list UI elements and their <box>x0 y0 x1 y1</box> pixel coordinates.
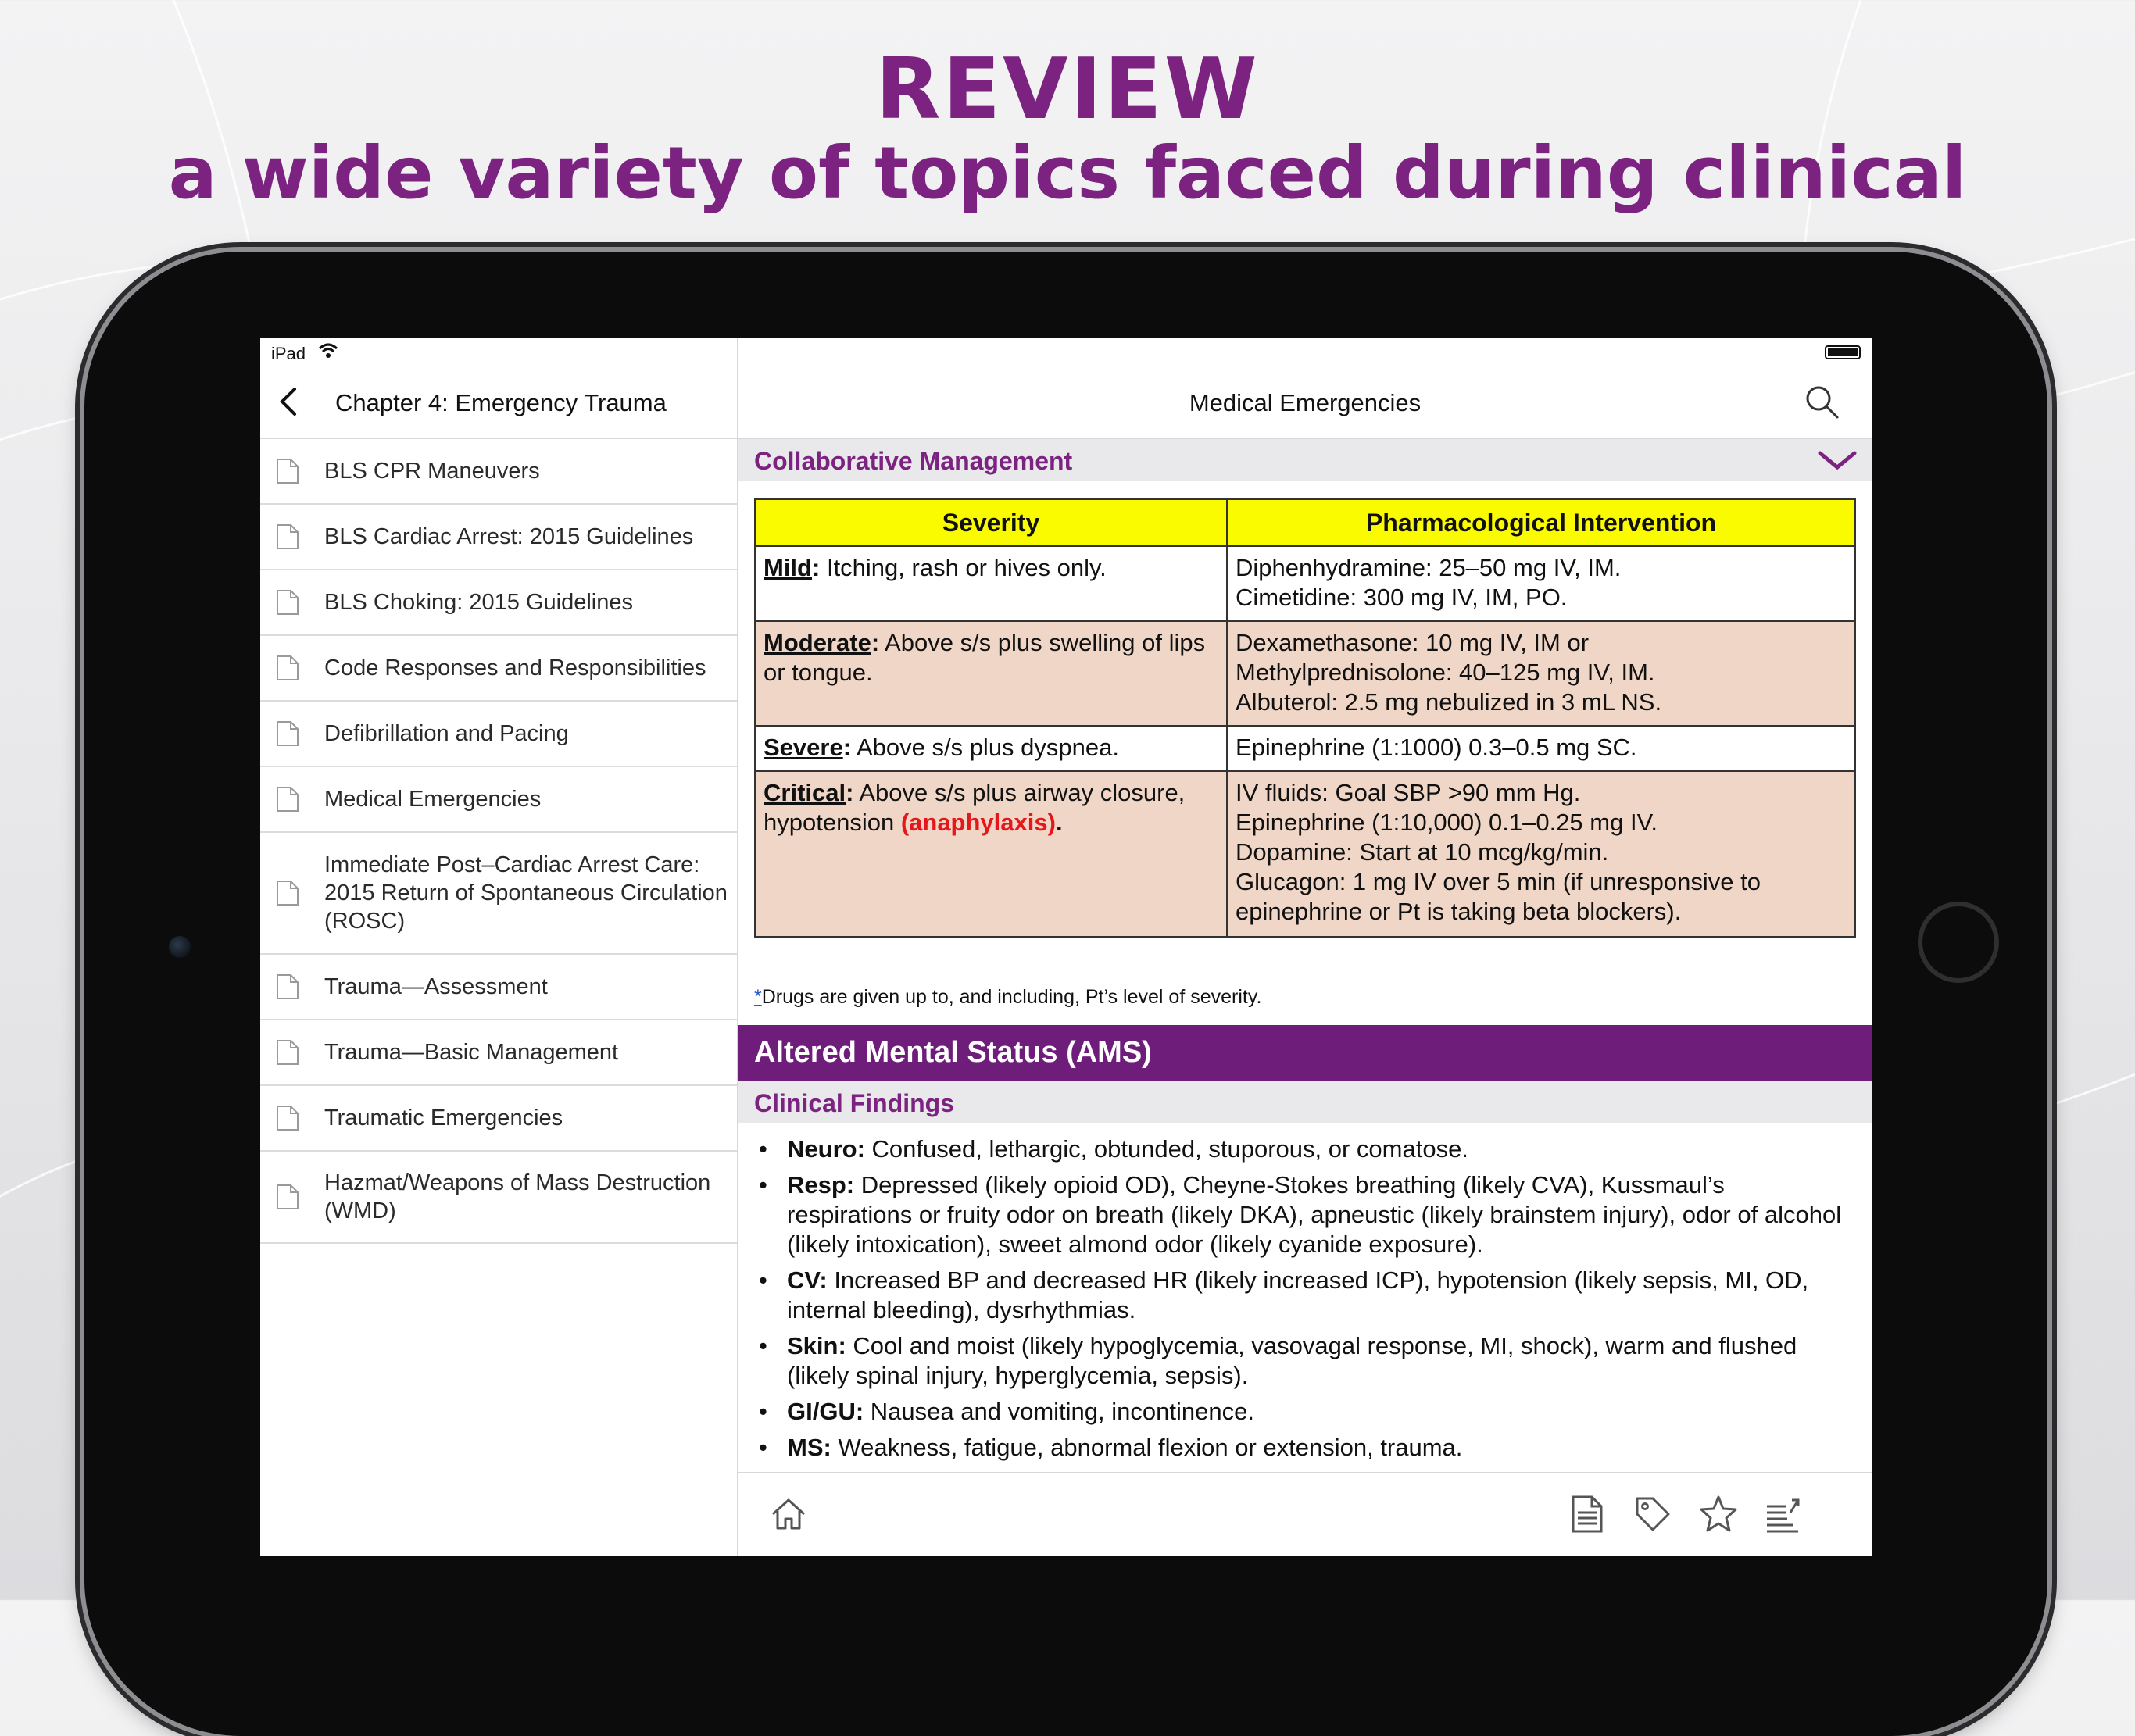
sidebar-item-label: Code Responses and Responsibilities <box>324 655 706 680</box>
severity-text: Above s/s plus swelling of lips or tongue. <box>764 629 1206 686</box>
severity-table <box>754 498 1856 938</box>
promo-headline: REVIEW <box>875 41 1260 138</box>
list-item <box>754 1397 1848 1427</box>
sidebar-item-label: BLS Choking: 2015 Guidelines <box>324 590 633 615</box>
severity-label: Critical <box>764 779 846 806</box>
severity-label: Severe <box>764 734 843 761</box>
document-icon <box>276 720 299 747</box>
column-header: Severity <box>755 499 1227 546</box>
footnote-text: Drugs are given up to, and including, Pt’s level of severity. <box>761 986 1262 1008</box>
finding-text: Depressed (likely opioid OD), Cheyne-Stokes breathing (likely CVA), Kussmaul’s respirations or fruity odor on breath (likely DKA), apneustic (likely brainstem injury), odor of alcohol (likely intoxication), sweet almond odor (likely cyanide exposure). <box>787 1171 1842 1258</box>
section-title: Clinical Findings <box>754 1089 955 1117</box>
home-button[interactable] <box>1918 902 1999 983</box>
clinical-findings-list <box>754 1134 1848 1469</box>
app-screen <box>260 338 1872 1556</box>
battery-icon <box>1825 345 1861 359</box>
intervention-line: IV fluids: Goal SBP >90 mm Hg. <box>1236 779 1581 806</box>
back-chevron-icon[interactable] <box>273 384 304 419</box>
chapter-title: Chapter 4: Emergency Trauma <box>335 389 667 416</box>
sidebar-item-label: Traumatic Emergencies <box>324 1106 563 1131</box>
sidebar-item-label: Immediate Post–Cardiac Arrest Care: 2015 Return of Spontaneous Circulation (ROSC) <box>324 852 728 934</box>
notes-icon[interactable] <box>1567 1494 1608 1534</box>
camera-icon <box>169 936 191 958</box>
sidebar-item-label: BLS Cardiac Arrest: 2015 Guidelines <box>324 524 694 549</box>
intervention-line: Diphenhydramine: 25–50 mg IV, IM. <box>1236 554 1622 581</box>
finding-label: Skin: <box>787 1332 846 1359</box>
sidebar-item-label: Trauma—Assessment <box>324 974 548 999</box>
intervention-cell <box>1227 621 1855 726</box>
table-footnote <box>754 986 1261 1009</box>
intervention-line: Albuterol: 2.5 mg nebulized in 3 mL NS. <box>1236 688 1662 716</box>
table-header-row <box>755 499 1855 546</box>
intervention-cell <box>1227 546 1855 621</box>
tag-icon[interactable] <box>1633 1494 1673 1534</box>
intervention-line: Glucagon: 1 mg IV over 5 min (if unresponsive to epinephrine or Pt is taking beta blockers). <box>1236 868 1761 925</box>
sidebar-item-bls-cardiac-arrest[interactable] <box>260 505 737 570</box>
share-list-icon[interactable] <box>1764 1494 1804 1534</box>
document-icon <box>276 523 299 550</box>
table-row <box>755 726 1855 771</box>
section-header-collaborative-management[interactable] <box>738 439 1872 481</box>
sidebar-item-bls-cpr[interactable] <box>260 439 737 505</box>
section-title: Collaborative Management <box>754 447 1073 475</box>
document-icon <box>276 655 299 681</box>
sidebar <box>260 338 738 1556</box>
sidebar-item-trauma-basic-management[interactable] <box>260 1020 737 1086</box>
intervention-cell <box>1227 771 1855 937</box>
intervention-line: Epinephrine (1:10,000) 0.1–0.25 mg IV. <box>1236 809 1658 836</box>
list-item <box>754 1433 1848 1463</box>
finding-label: Neuro: <box>787 1135 865 1163</box>
severity-label: Moderate <box>764 629 871 656</box>
severity-text: Itching, rash or hives only. <box>826 554 1107 581</box>
severity-alert: (anaphylaxis) <box>900 809 1056 836</box>
chevron-down-icon[interactable] <box>1817 448 1858 472</box>
sidebar-item-trauma-assessment[interactable] <box>260 955 737 1020</box>
bottom-toolbar <box>738 1472 1872 1556</box>
document-icon <box>276 589 299 616</box>
table-row <box>755 771 1855 937</box>
severity-cell: Mild: Itching, rash or hives only. <box>755 546 1227 621</box>
article-content[interactable] <box>738 439 1872 1470</box>
finding-label: GI/GU: <box>787 1398 864 1425</box>
sidebar-item-medical-emergencies[interactable] <box>260 767 737 833</box>
finding-text: Cool and moist (likely hypoglycemia, vasovagal response, MI, shock), warm and flushed (likely spinal injury, hyperglycemia, sepsis). <box>787 1332 1797 1389</box>
list-item <box>754 1331 1848 1391</box>
sidebar-item-hazmat-wmd[interactable] <box>260 1152 737 1244</box>
sidebar-item-label: Hazmat/Weapons of Mass Destruction (WMD) <box>324 1170 711 1223</box>
list-item <box>754 1266 1848 1325</box>
document-icon <box>276 786 299 813</box>
topic-list <box>260 439 737 1244</box>
section-header-altered-mental-status[interactable] <box>738 1025 1872 1081</box>
document-icon <box>276 1184 299 1210</box>
document-icon <box>276 1039 299 1066</box>
section-header-clinical-findings[interactable] <box>738 1081 1872 1123</box>
intervention-line: Methylprednisolone: 40–125 mg IV, IM. <box>1236 659 1655 686</box>
sidebar-item-defibrillation[interactable] <box>260 702 737 767</box>
sidebar-item-post-cardiac-arrest[interactable] <box>260 833 737 955</box>
finding-label: MS: <box>787 1434 831 1461</box>
intervention-line: Dexamethasone: 10 mg IV, IM or <box>1236 629 1590 656</box>
page-title: Medical Emergencies <box>1189 389 1422 416</box>
footnote-mark[interactable]: * <box>754 986 762 1008</box>
star-icon[interactable] <box>1698 1494 1739 1534</box>
severity-text: Above s/s plus dyspnea. <box>856 734 1119 761</box>
sidebar-item-label: Defibrillation and Pacing <box>324 721 569 746</box>
search-icon[interactable] <box>1803 383 1840 420</box>
sidebar-item-traumatic-emergencies[interactable] <box>260 1086 737 1152</box>
severity-text: Above s/s plus airway closure, hypotension <box>764 779 1186 836</box>
severity-cell: Critical: Above s/s plus airway closure, hypotension (anaphylaxis). <box>755 771 1227 937</box>
list-item <box>754 1170 1848 1259</box>
intervention-line: Cimetidine: 300 mg IV, IM, PO. <box>1236 584 1568 611</box>
document-icon <box>276 1105 299 1131</box>
severity-cell: Severe: Above s/s plus dyspnea. <box>755 726 1227 771</box>
table-row <box>755 546 1855 621</box>
finding-text: Nausea and vomiting, incontinence. <box>870 1398 1254 1425</box>
list-item <box>754 1134 1848 1164</box>
document-icon <box>276 458 299 484</box>
sidebar-header <box>260 366 737 439</box>
ipad-frame <box>84 252 2047 1736</box>
finding-text: Weakness, fatigue, abnormal flexion or extension, trauma. <box>838 1434 1463 1461</box>
document-icon <box>276 973 299 1000</box>
sidebar-item-label: BLS CPR Maneuvers <box>324 459 540 484</box>
finding-label: CV: <box>787 1266 828 1294</box>
home-icon[interactable] <box>768 1494 809 1534</box>
section-title: Altered Mental Status (AMS) <box>754 1036 1152 1069</box>
finding-label: Resp: <box>787 1171 855 1198</box>
main-header <box>738 366 1872 439</box>
finding-text: Confused, lethargic, obtunded, stuporous, or comatose. <box>871 1135 1468 1163</box>
carrier-label: iPad <box>271 344 306 363</box>
severity-cell: Moderate: Above s/s plus swelling of lips or tongue. <box>755 621 1227 726</box>
intervention-line: Dopamine: Start at 10 mcg/kg/min. <box>1236 838 1609 866</box>
intervention-line: Epinephrine (1:1000) 0.3–0.5 mg SC. <box>1236 734 1637 761</box>
sidebar-item-label: Medical Emergencies <box>324 787 542 812</box>
sidebar-item-label: Trauma—Basic Management <box>324 1040 619 1065</box>
column-header: Pharmacological Intervention <box>1227 499 1855 546</box>
sidebar-item-bls-choking[interactable] <box>260 570 737 636</box>
intervention-cell <box>1227 726 1855 771</box>
finding-text: Increased BP and decreased HR (likely increased ICP), hypotension (likely sepsis, MI, OD, internal bleeding), dysrhythmias. <box>787 1266 1809 1323</box>
table-row <box>755 621 1855 726</box>
document-icon <box>276 880 299 906</box>
sidebar-item-code-responses[interactable] <box>260 636 737 702</box>
promo-subheadline: a wide variety of topics faced during clinical <box>168 131 1967 215</box>
severity-label: Mild <box>764 554 812 581</box>
